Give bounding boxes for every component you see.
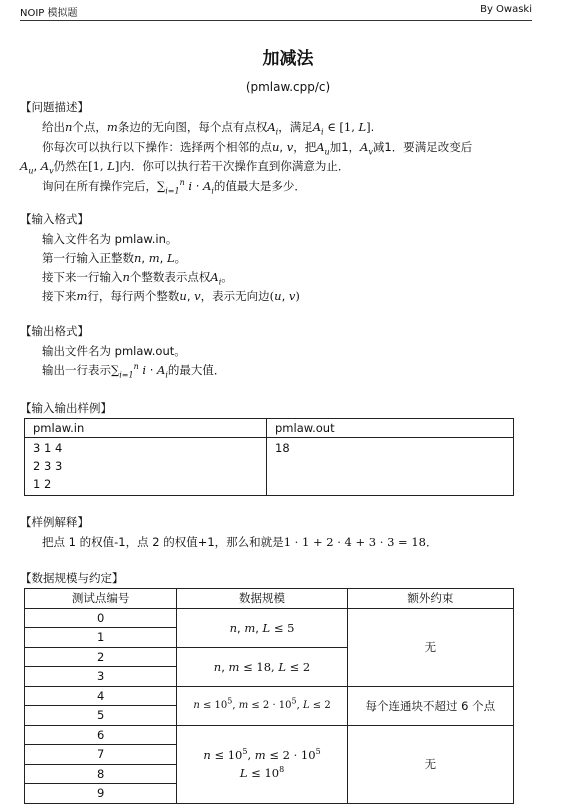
- test-id: 3: [25, 667, 177, 687]
- col-header-id: 测试点编号: [25, 589, 177, 609]
- col-header-scale: 数据规模: [177, 589, 347, 609]
- section-input: 【输入格式】: [20, 212, 89, 226]
- explanation-text: 把点 1 的权值-1，点 2 的权值+1，那么和就是1 · 1 + 2 · 4 + 3 · 3 = 18．: [42, 535, 438, 549]
- input-line-4: 接下来m行，每行两个整数u, v，表示无向边(u, v): [42, 289, 300, 303]
- input-line-1: 输入文件名为 pmlaw.in。: [42, 232, 178, 246]
- test-id: 8: [25, 764, 177, 784]
- extra-cell-1: 无: [347, 608, 513, 686]
- problem-title: 加减法: [262, 49, 314, 69]
- test-id: 0: [25, 608, 177, 628]
- page-header: [20, 4, 532, 21]
- sample-table: [24, 418, 514, 496]
- extra-cell-2: 每个连通块不超过 6 个点: [347, 686, 513, 725]
- section-output: 【输出格式】: [20, 324, 89, 338]
- sample-input-content: [25, 438, 267, 496]
- source-filename: (pmlaw.cpp/c): [245, 80, 331, 94]
- desc-line-1: 给出n个点，m条边的无向图，每个点有点权$A_i$，满足$A_i$ ∈ [1, L].: [42, 120, 375, 137]
- test-id: 9: [25, 784, 177, 804]
- col-header-extra: 额外约束: [347, 589, 513, 609]
- test-id: 1: [25, 628, 177, 648]
- test-id: 2: [25, 647, 177, 667]
- header-contest: NOIP 模拟题: [20, 8, 78, 19]
- test-id: 4: [25, 686, 177, 706]
- sample-output-line: 18: [275, 441, 290, 455]
- scale-cell-3: $n \le 10^5$, $m \le 2 \cdot 10^5$, L ≤ 2: [177, 686, 347, 725]
- desc-line-4: 询问在所有操作完后，$\sum_{i=1}^n$ $i \cdot A_i$的值最大是多少．: [42, 178, 306, 196]
- scale-cell-1: n, m, L ≤ 5: [177, 608, 347, 647]
- test-id: 5: [25, 706, 177, 726]
- sample-input-line: 3 1 4: [33, 441, 63, 455]
- scale-cell-4: $n \le 10^5$, $m \le 2 \cdot 10^5$ $L \le 10^8$: [177, 725, 347, 803]
- test-id: 6: [25, 725, 177, 745]
- desc-line-2: 你每次可以执行以下操作：选择两个相邻的点u, v，把$A_u$加1，$A_v$减1．要满足改变后: [42, 140, 473, 157]
- output-line-2: 输出一行表示$\sum_{i=1}^n$ $i \cdot A_i$的最大值．: [42, 362, 226, 380]
- output-line-1: 输出文件名为 pmlaw.out。: [42, 344, 186, 358]
- header-author: By Owaski: [480, 4, 532, 15]
- desc-line-3: $A_u$, $A_v$仍然在[1, L]内．你可以执行若干次操作直到你满意为止．: [20, 159, 350, 176]
- constraints-table: [24, 588, 514, 804]
- section-explanation: 【样例解释】: [20, 515, 89, 529]
- input-line-3: 接下来一行输入n个整数表示点权$A_i$。: [42, 270, 233, 287]
- section-description: 【问题描述】: [20, 100, 89, 114]
- sample-output-content: [267, 438, 514, 496]
- extra-cell-3: 无: [347, 725, 513, 803]
- sample-input-line: 2 3 3: [33, 459, 63, 473]
- test-id: 7: [25, 745, 177, 765]
- sample-output-header: pmlaw.out: [267, 419, 514, 438]
- scale-cell-2: n, m ≤ 18, L ≤ 2: [177, 647, 347, 686]
- sample-input-line: 1 2: [33, 477, 52, 491]
- section-scale: 【数据规模与约定】: [20, 571, 124, 585]
- input-line-2: 第一行输入正整数n, m, L。: [42, 251, 187, 265]
- sample-input-header: pmlaw.in: [25, 419, 267, 438]
- section-sample: 【输入输出样例】: [20, 401, 112, 415]
